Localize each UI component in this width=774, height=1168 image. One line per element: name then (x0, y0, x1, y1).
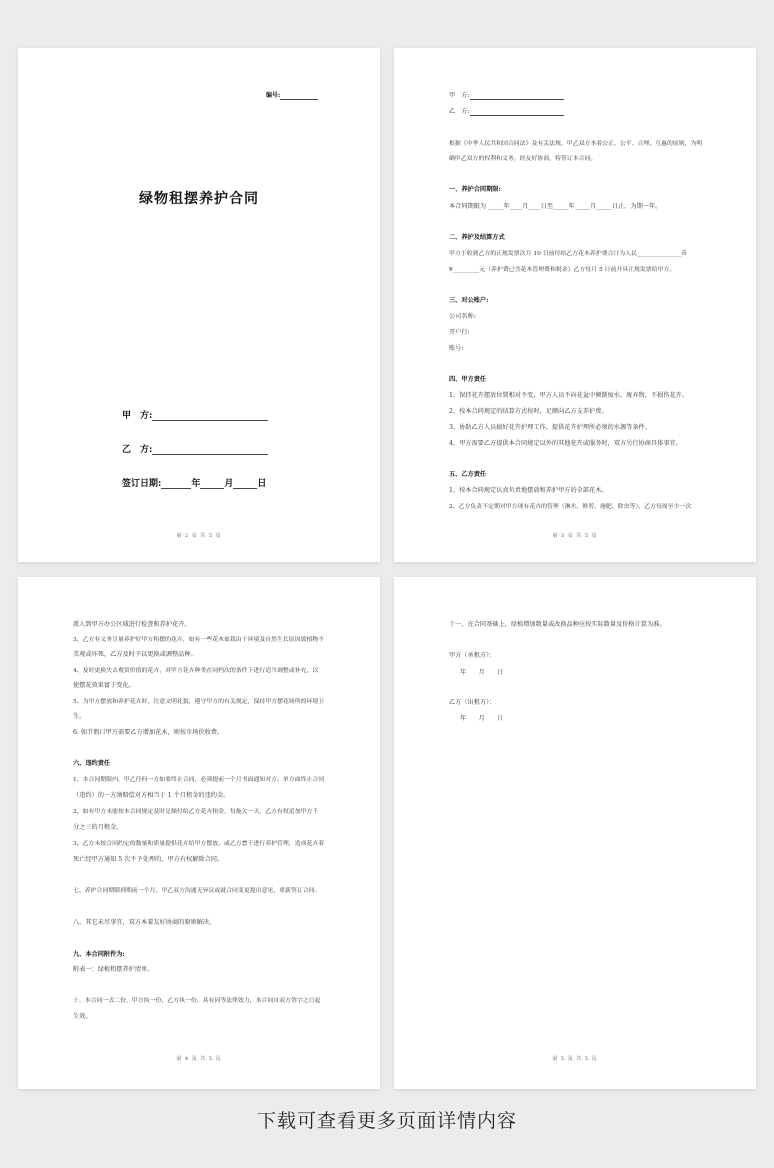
paragraph: 附表一：绿植租摆养护清单。 (73, 966, 154, 973)
paragraph: 4、甲方需要乙方提供本合同规定以外的其他花卉或服务时，双方另行协商具体事宜。 (449, 440, 682, 447)
party-a-date: 年 月 日 (460, 669, 504, 676)
account-label: 账号: (449, 345, 464, 352)
paragraph: 3、协助乙方人员搞好花卉护理工作，提供花卉护理所必须的水源等条件。 (449, 424, 651, 431)
paragraph: 十一、在合同基础上，绿植增加数量或改换品种应按实际数量及价格计算为准。 (449, 621, 666, 628)
party-b-date: 年 月 日 (460, 715, 504, 722)
party-a-label: 甲 方: (122, 411, 153, 421)
party-a-sign-line (122, 408, 268, 421)
page-footer: 第 5 页 共 5 页 (552, 1056, 598, 1062)
paragraph: 5、为甲方摆放和养护花卉时，注意文明礼貌，遵守甲方的有关规定，保持甲方摆花场所的环境卫 (73, 699, 325, 705)
contract-page-4 (18, 577, 380, 1089)
section-title: 六、违约责任 (73, 760, 111, 767)
contract-page-3 (394, 48, 756, 562)
party-b-label: 乙 方: (122, 445, 153, 455)
page-footer: 第 4 页 共 5 页 (176, 1056, 222, 1062)
year-label: 年 (191, 479, 201, 489)
contract-number-label: 编号: (266, 92, 281, 99)
party-b-line: 乙 方: (449, 108, 564, 116)
sign-date-line (122, 476, 266, 489)
paragraph: 生。 (73, 713, 86, 720)
paragraph: 本合同期限为 _____年____月____日至_____年_____月_____日止，为期一年。 (449, 203, 662, 210)
paragraph: 2、乙方负责不定期对甲方现有花卉的管理（淋水、修剪、施肥、除虫等），乙方每周至少一次 (449, 504, 692, 510)
section-title: 四、甲方责任 (449, 376, 487, 383)
paragraph: 甲方于收到乙方的正规发票次月 10 日前付给乙方花木养护费合计为人民_______________币 (449, 251, 688, 257)
month-label: 月 (224, 479, 234, 489)
page-footer: 第 2 页 共 5 页 (176, 533, 222, 539)
paragraph: 6. 如节假日甲方需要乙方增加花木，则按市场价收费。 (73, 729, 224, 736)
paragraph: 1、按本合同规定认真负责地摆放和养护甲方的全部花木。 (449, 487, 608, 494)
party-b-blank (152, 454, 268, 455)
contract-cover-page (18, 48, 380, 562)
paragraph: 分之三的月租金。 (73, 824, 123, 831)
paragraph: 使摆花效果富于变化。 (73, 682, 135, 689)
paragraph: 2、按本合同规定的结算方式按时，足额向乙方支养护费。 (449, 408, 608, 415)
download-caption: 下载可查看更多页面详情内容 (256, 1110, 517, 1132)
contract-number (266, 92, 318, 100)
section-title: 九、本合同附件为: (73, 951, 125, 958)
sign-date-label: 签订日期: (122, 479, 162, 489)
contract-page-5 (394, 577, 756, 1089)
contract-number-blank (280, 99, 318, 100)
section-title: 五、乙方责任 (449, 471, 487, 478)
paragraph: 美观或坏死，乙方及时予以更换或调整品种。 (73, 651, 197, 658)
day-label: 日 (257, 479, 267, 489)
contract-title: 绿物租摆养护合同 (139, 191, 259, 207)
paragraph: 派人到甲方办公区域进行检查和养护花卉。 (73, 621, 191, 628)
paragraph: ¥_________元（养护费已含花木管理费和税金）乙方每月 5 日前开具正规发票给甲方。 (449, 267, 676, 273)
paragraph: 生效。 (73, 1013, 92, 1020)
paragraph: 3、乙方未按合同约定的数量和质量提供花卉给甲方摆放，或乙方怠于进行养护管理，造成花卉着 (73, 841, 325, 847)
section-title: 二、养护及结算方式 (449, 234, 505, 241)
paragraph: 八、其它未尽事宜，双方本着友好协商的原则解决。 (73, 919, 216, 926)
section-title: 一、养护合同期限: (449, 186, 501, 193)
paragraph: 1、保持花卉摆放位置相对不变，甲方人员不向花盆中倾倒废水、废弃物，不损伤花卉。 (449, 392, 689, 399)
paragraph: 七、养护合同期限到期前一个月，甲乙双方沟通无异议或就合同变更提出意见，重新签订合同。 (73, 888, 321, 894)
paragraph: （违约）的一方须赔偿对方相当于 1 个月租金的违约金。 (73, 792, 230, 799)
party-b-sign-line (122, 442, 268, 455)
page-footer: 第 3 页 共 5 页 (552, 533, 598, 539)
section-title: 三、对公账户: (449, 297, 489, 304)
party-a-line: 甲 方: (449, 92, 564, 100)
paragraph: 3、乙方有义务尽量养护好甲方租摆的花卉，如有一些花木盆栽由于环境及自然生长原因致植物不 (73, 637, 325, 643)
paragraph: 1、本合同期限内，甲乙任何一方如要终止合同，必须提前一个月书面通知对方。单方面终止合同 (73, 777, 325, 783)
paragraph: 十、本合同一式二份，甲方执一份，乙方执一份，具有同等法律效力，本合同自双方签字之日起 (73, 998, 321, 1004)
intro-text: 确甲乙双方的权利和义务，经友好协商，特签订本合同。 (449, 156, 597, 162)
paragraph: 4、及时更换失去观赏价值的花卉，对甲方花卉种类在同档次的条件下进行适当调整或补充，以 (73, 668, 319, 674)
paragraph: 2、如有甲方未能按本合同规定及时足额付给乙方花卉租金，每拖欠一天，乙方有权追加甲方千 (73, 809, 319, 815)
company-name-label: 公司名称: (449, 313, 476, 320)
party-b-signature-label: 乙方（出租方）： (449, 699, 496, 706)
party-a-blank (152, 420, 268, 421)
paragraph: 死亡经甲方通知 5 次不予处理的，甲方有权解除合同。 (73, 856, 224, 863)
party-a-signature-label: 甲方（承租方）： (449, 652, 496, 659)
bank-label: 开户行: (449, 329, 470, 336)
intro-text: 根据《中华人民共和国合同法》及有关法规，甲乙双方本着公正、公平、合理、互惠的原则，为明 (449, 141, 703, 147)
